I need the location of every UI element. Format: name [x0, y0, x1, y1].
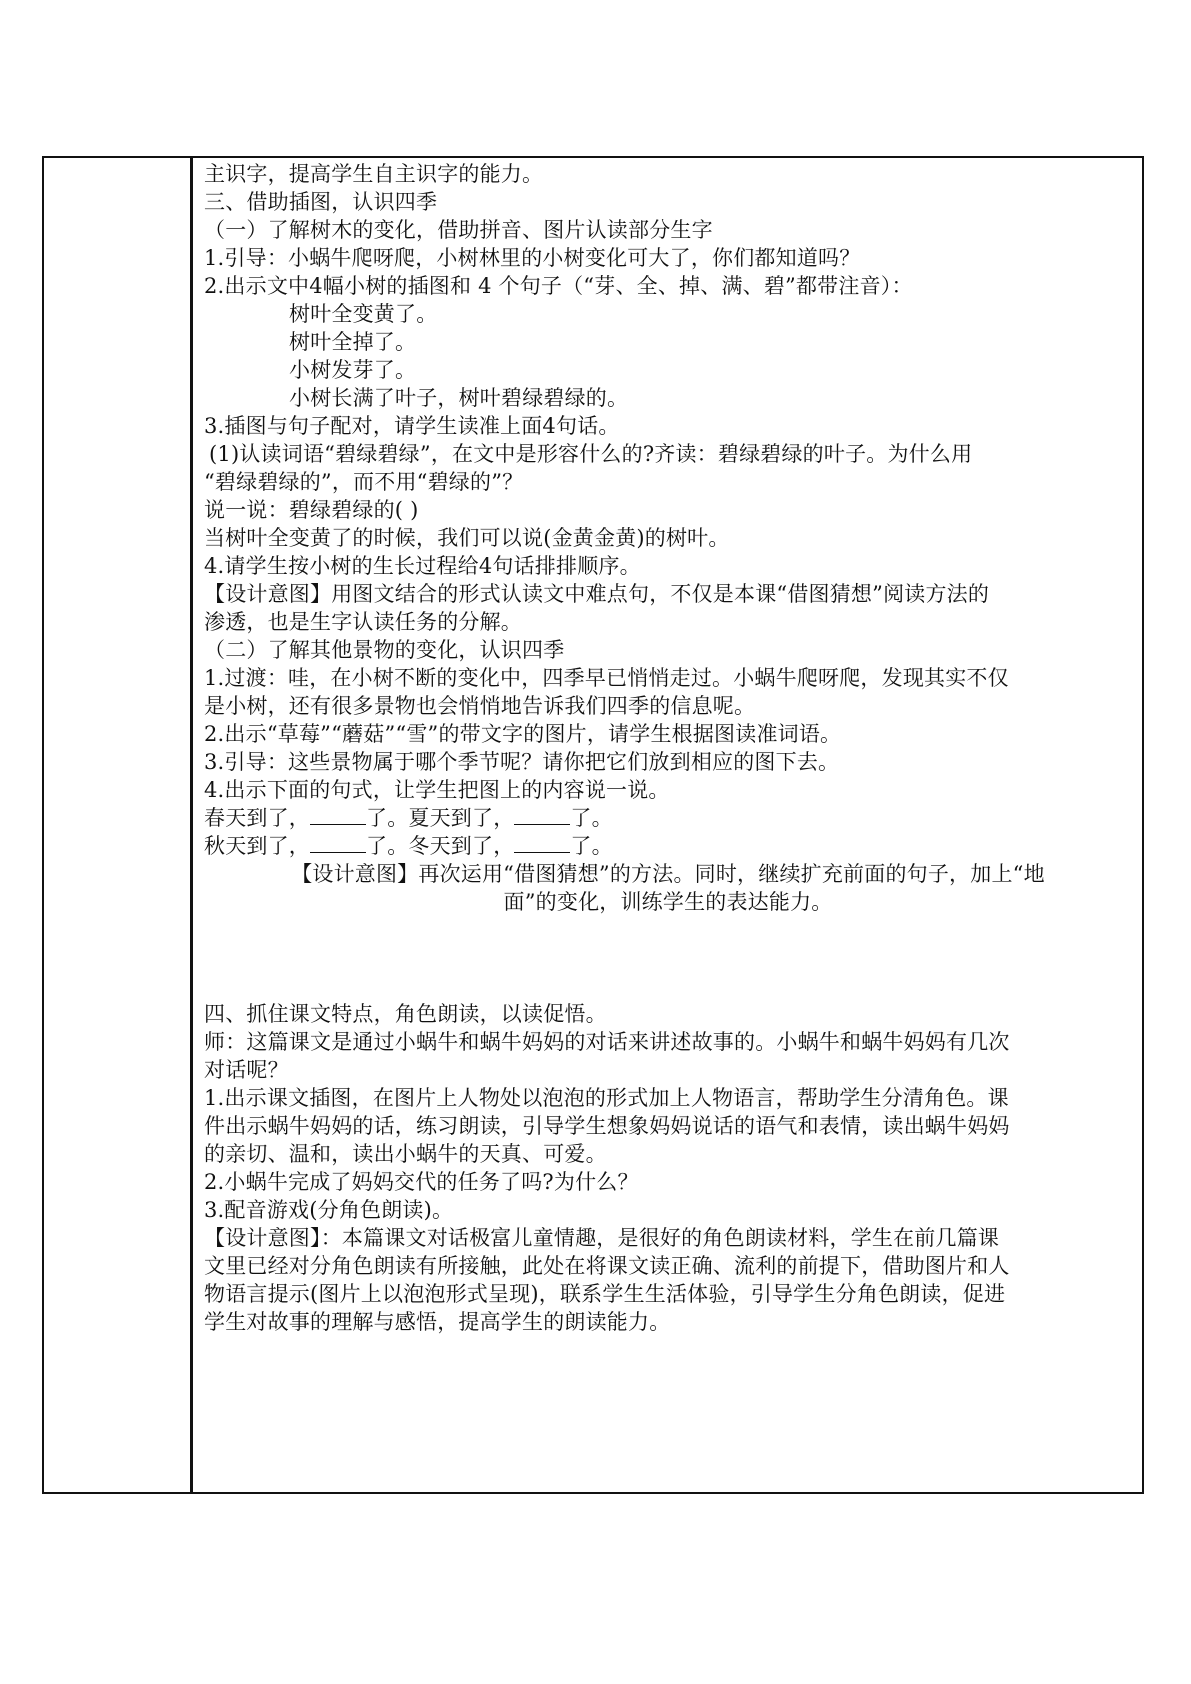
- text-line: 的亲切、温和，读出小蜗牛的天真、可爱。: [204, 1142, 607, 1166]
- subsection-heading-1: （一）了解树木的变化，借助拼音、图片认读部分生字: [204, 218, 713, 242]
- pattern-spring: 春天到了，: [204, 806, 310, 830]
- lesson-table: [42, 156, 1144, 1494]
- subsection-heading-2: （二）了解其他景物的变化，认识四季: [204, 638, 565, 662]
- text-line: 2.出示文中4幅小树的插图和 4 个句子（“芽、全、掉、满、碧”都带注音）：: [204, 274, 913, 298]
- design-intent: 渗透，也是生字认读任务的分解。: [204, 610, 522, 634]
- design-intent: 【设计意图】用图文结合的形式认读文中难点句，不仅是本课“借图猜想”阅读方法的: [204, 582, 990, 606]
- example-sentence: 小树长满了叶子，树叶碧绿碧绿的。: [289, 386, 629, 410]
- text-line: 师：这篇课文是通过小蜗牛和蜗牛妈妈的对话来讲述故事的。小蜗牛和蜗牛妈妈有几次: [204, 1030, 1010, 1054]
- text-line: 2.小蜗牛完成了妈妈交代的任务了吗?为什么？: [204, 1170, 639, 1194]
- design-intent: 【设计意图】再次运用“借图猜想”的方法。同时，继续扩充前面的句子，加上“地: [291, 862, 1045, 886]
- text-line: 说一说：碧绿碧绿的( ): [204, 498, 419, 522]
- pattern-tail: 了。: [366, 834, 409, 858]
- example-sentence: 树叶全变黄了。: [289, 302, 438, 326]
- pattern-tail: 了。: [366, 806, 409, 830]
- pattern-tail: 了。: [570, 806, 613, 830]
- design-intent: 文里已经对分角色朗读有所接触，此处在将课文读正确、流利的前提下，借助图片和人: [204, 1254, 1010, 1278]
- text-line: 对话呢？: [204, 1058, 289, 1082]
- text-line: 主识字，提高学生自主识字的能力。: [204, 162, 544, 186]
- text-line: 件出示蜗牛妈妈的话，练习朗读，引导学生想象妈妈说话的语气和表情，读出蜗牛妈妈: [204, 1114, 1010, 1138]
- text-line: 4.请学生按小树的生长过程给4句话排排顺序。: [204, 554, 641, 578]
- text-line: “碧绿碧绿的”，而不用“碧绿的”？: [204, 470, 524, 494]
- text-line: 当树叶全变黄了的时候，我们可以说(金黄金黄)的树叶。: [204, 526, 730, 550]
- blank-line: [514, 806, 570, 825]
- text-line: 4.出示下面的句式，让学生把图上的内容说一说。: [204, 778, 670, 802]
- text-line: 是小树，还有很多景物也会悄悄地告诉我们四季的信息呢。: [204, 694, 756, 718]
- pattern-winter: 冬天到了，: [408, 834, 515, 858]
- text-line: 3.配音游戏(分角色朗读)。: [204, 1198, 454, 1222]
- pattern-tail: 了。: [570, 834, 613, 858]
- example-sentence: 小树发芽了。: [289, 358, 417, 382]
- text-line: 3.插图与句子配对，请学生读准上面4句话。: [204, 414, 620, 438]
- example-sentence: 树叶全掉了。: [289, 330, 417, 354]
- text-line: 3.引导：这些景物属于哪个季节呢？请你把它们放到相应的图下去。: [204, 750, 840, 774]
- text-line: 1.过渡：哇，在小树不断的变化中，四季早已悄悄走过。小蜗牛爬呀爬，发现其实不仅: [204, 666, 1009, 690]
- blank-line: [310, 834, 366, 853]
- design-intent: 【设计意图】：本篇课文对话极富儿童情趣，是很好的角色朗读材料，学生在前几篇课: [204, 1226, 1000, 1250]
- fill-in-pattern: [204, 832, 1132, 860]
- design-intent: 物语言提示(图片上以泡泡形式呈现)，联系学生生活体验，引导学生分角色朗读，促进: [204, 1282, 1006, 1306]
- blank-line: [514, 834, 570, 853]
- design-intent: 学生对故事的理解与感悟，提高学生的朗读能力。: [204, 1310, 671, 1334]
- fill-in-pattern: [204, 804, 1132, 832]
- section-heading-3: 三、借助插图，认识四季: [204, 190, 438, 214]
- blank-line: [310, 806, 366, 825]
- text-line: 2.出示“草莓”“蘑菇”“雪”的带文字的图片，请学生根据图读准词语。: [204, 722, 842, 746]
- pattern-summer: 夏天到了，: [408, 806, 515, 830]
- text-line: (1)认读词语“碧绿碧绿”，在文中是形容什么的?齐读：碧绿碧绿的叶子。为什么用: [209, 442, 973, 466]
- text-line: 1.引导：小蜗牛爬呀爬，小树林里的小树变化可大了，你们都知道吗？: [204, 246, 861, 270]
- section-heading-4: 四、抓住课文特点，角色朗读，以读促悟。: [204, 1002, 607, 1026]
- text-line: 1.出示课文插图，在图片上人物处以泡泡的形式加上人物语言，帮助学生分清角色。课: [204, 1086, 1009, 1110]
- design-intent: 面”的变化，训练学生的表达能力。: [503, 890, 833, 914]
- pattern-autumn: 秋天到了，: [204, 834, 310, 858]
- column-divider: [190, 158, 193, 1492]
